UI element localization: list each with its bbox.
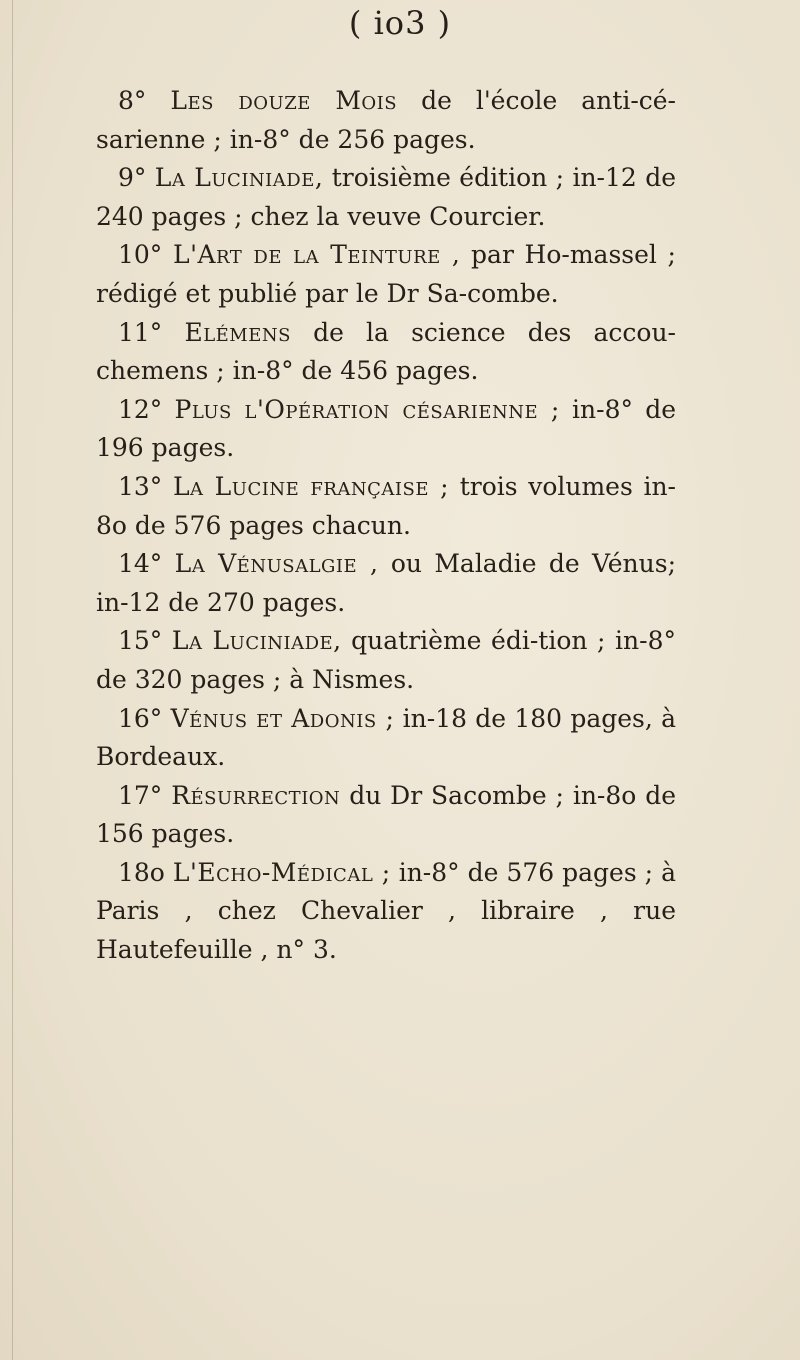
entry-title: Résurrection [171,780,341,810]
entry-number: 13° [118,471,163,501]
entry-number: 9° [118,163,147,193]
entry-title: Les douze Mois [170,86,398,115]
entry-title: L'Echo-Médical ; [172,857,391,887]
entry-description: in-18 de 180 pages, à Bordeaux. [96,703,677,772]
bibliography-list [96,82,676,970]
entry-title: La Vénusalgie , [174,549,379,579]
entry-number: 17° [118,780,163,810]
list-item [96,314,676,391]
entry-description: in-8° de 576 pages ; à Paris , chez Chevalier , libraire , rue Hautefeuille , n° 3. [96,857,676,965]
entry-title: Elémens [184,317,291,347]
list-item [96,777,676,854]
entry-title: Vénus et Adonis ; [170,703,395,733]
entry-description: de l'école anti-cé-sarienne ; in-8° de 256 pages. [96,86,677,154]
list-item [96,545,676,622]
entry-title: La Luciniade, [171,626,342,656]
entry-description: du Dr Sacombe ; in-8o de 156 pages. [96,780,677,849]
entry-description: trois volumes in-8o de 576 pages chacun. [96,471,676,540]
list-item [96,391,676,468]
entry-title: La Luciniade, [154,163,324,193]
page-number: ( io3 ) [348,4,452,42]
entry-number: 14° [118,549,163,579]
entry-title: L'Art de la Teinture , [172,240,461,270]
entry-number: 8° [118,86,147,115]
entry-description: par Ho-massel ; rédigé et publié par le Dr Sa-combe. [96,240,676,308]
list-item [96,622,676,699]
entry-description: ou Maladie de Vénus; in-12 de 270 pages. [96,549,677,617]
entry-number: 10° [118,240,163,270]
entry-description: quatrième édi-tion ; in-8° de 320 pages ; à Nismes. [96,626,676,694]
page-edge-shadow [12,0,13,1360]
list-item [96,468,676,545]
entry-description: de la science des accou-chemens ; in-8° de 456 pages. [96,317,676,386]
list-item [96,159,676,236]
entry-description: troisième édition ; in-12 de 240 pages ; chez la veuve Courcier. [96,163,676,231]
entry-number: 18o [118,857,165,887]
list-item [96,854,676,970]
list-item [96,82,676,159]
entry-number: 12° [118,394,163,424]
entry-number: 15° [118,626,163,656]
list-item [96,700,676,777]
entry-number: 16° [118,703,163,733]
entry-title: Plus l'Opération césarienne ; [174,394,560,424]
list-item [96,236,676,313]
entry-description: in-8° de 196 pages. [96,394,677,463]
entry-number: 11° [118,317,163,347]
entry-title: La Lucine française ; [172,471,450,501]
